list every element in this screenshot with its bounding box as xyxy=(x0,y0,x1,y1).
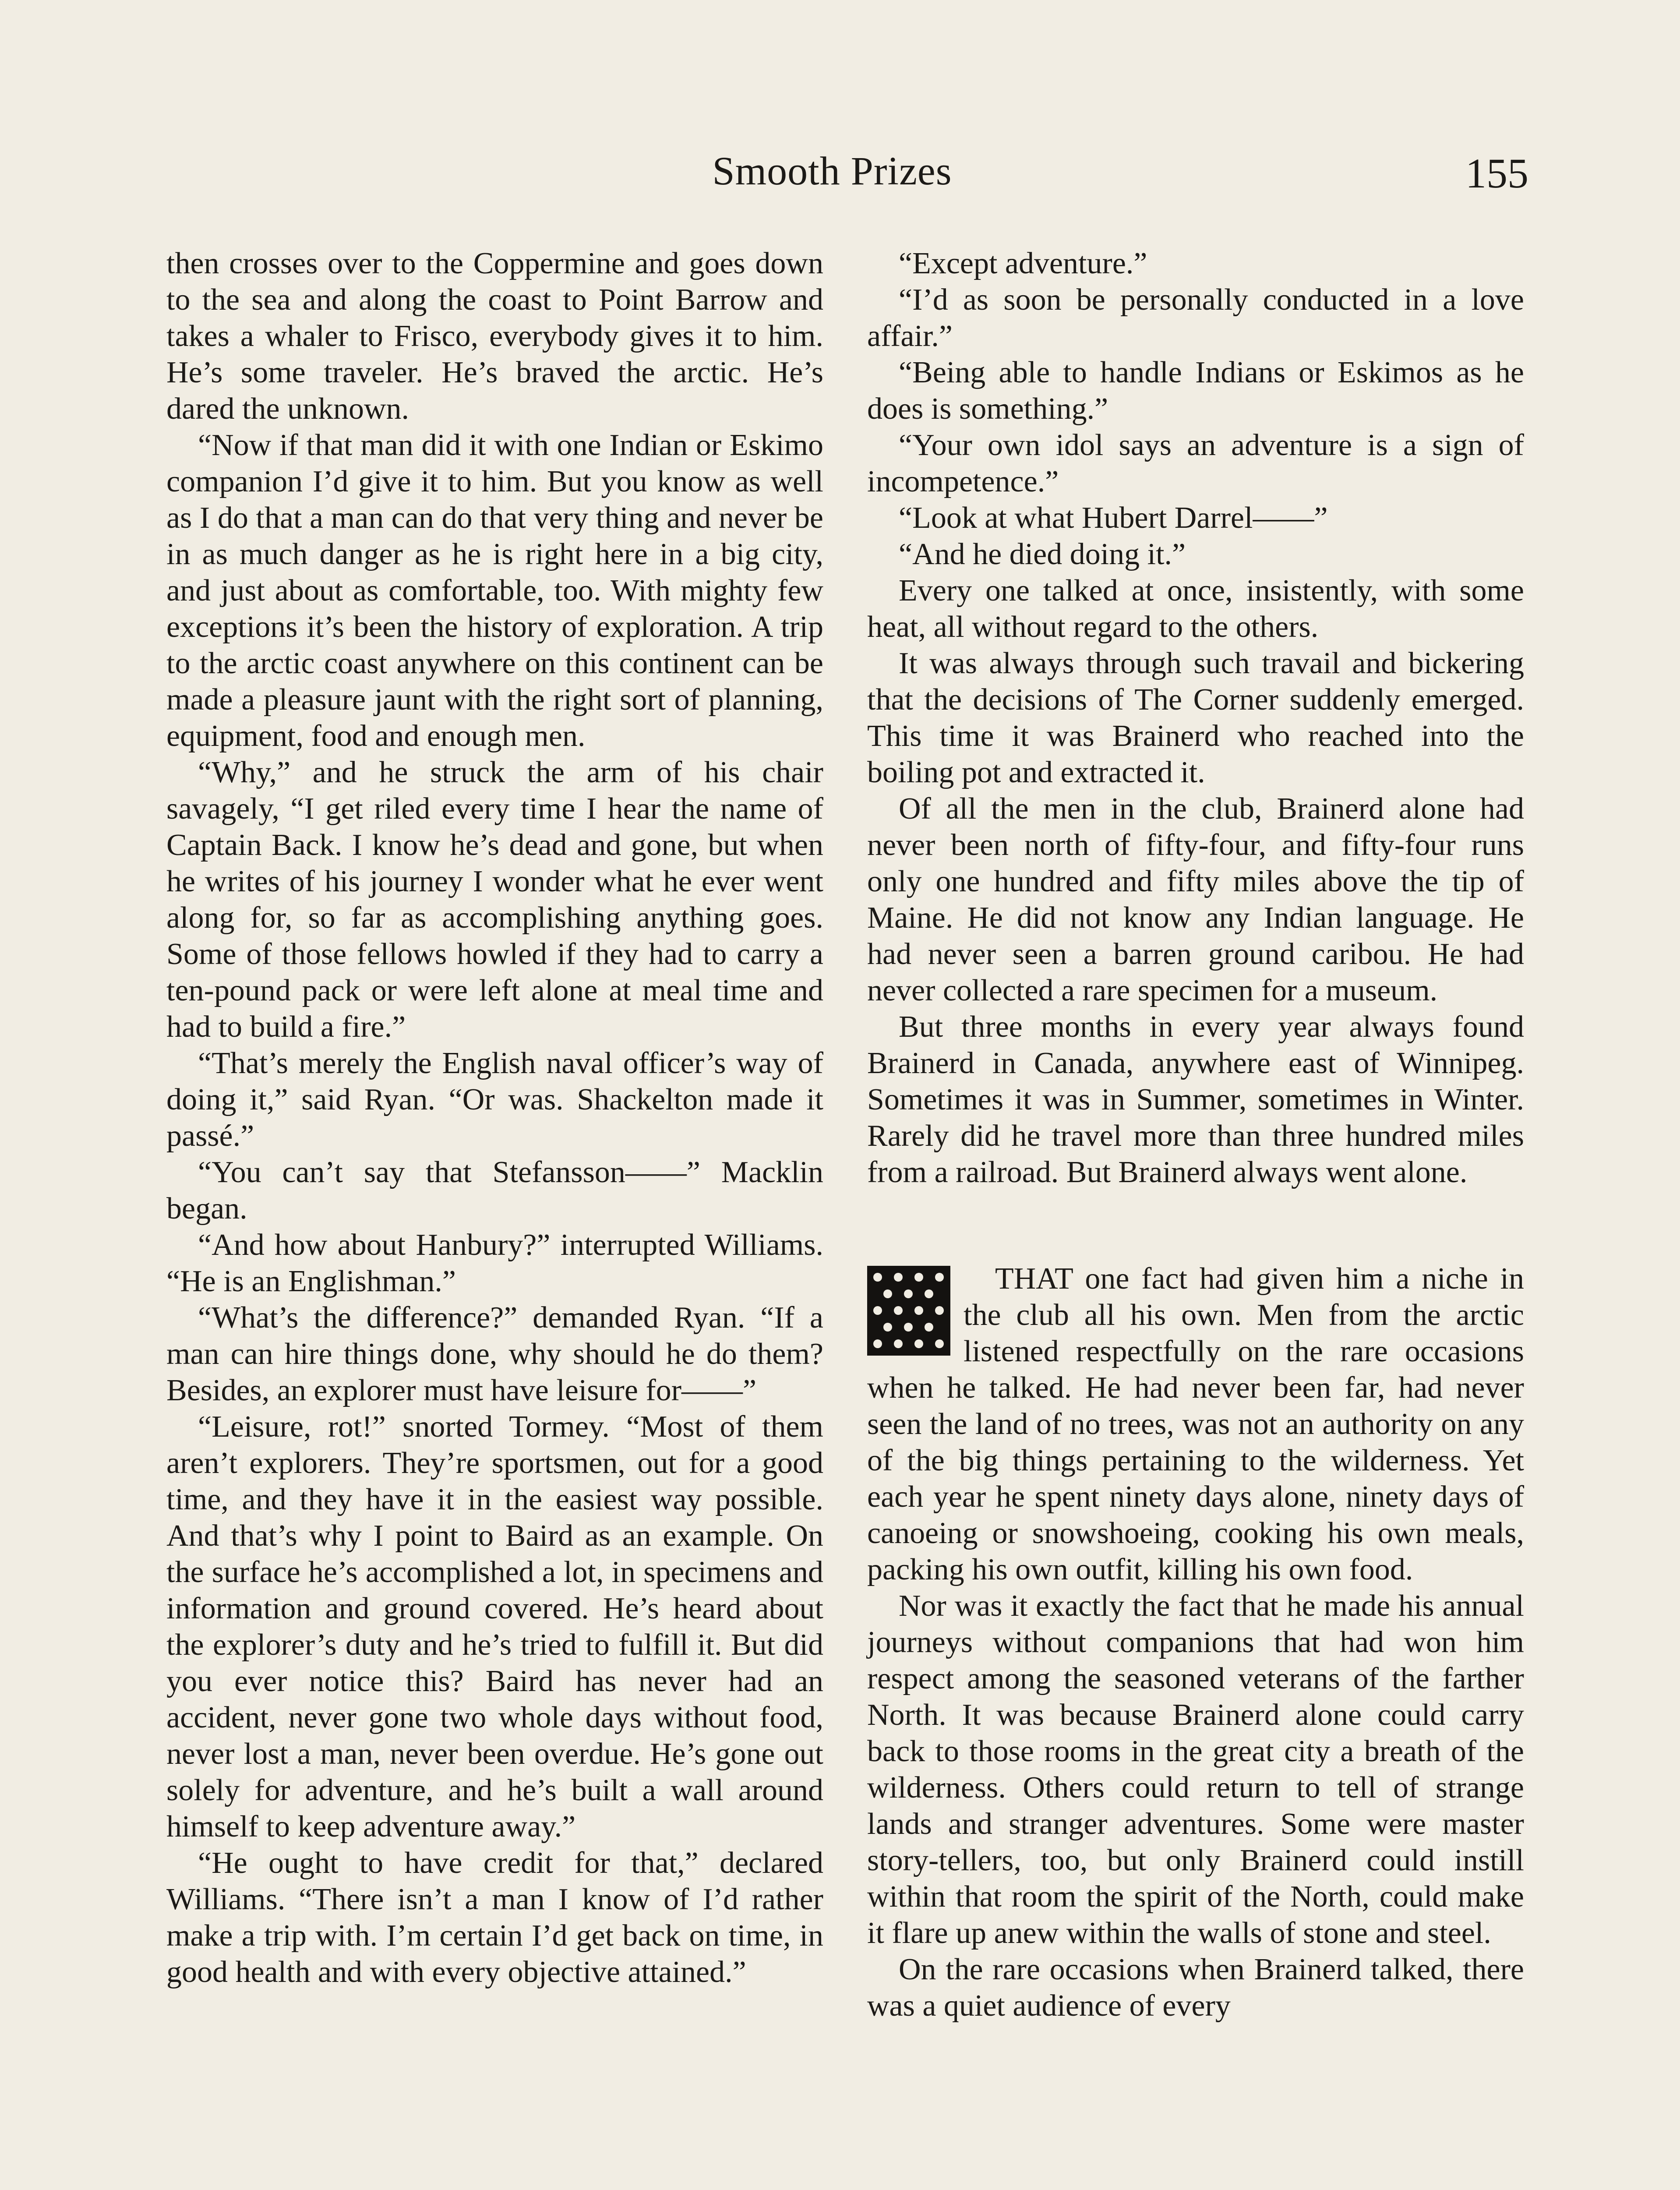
paragraph: But three months in every year always found Brainerd in Canada, anywhere east of Winnipeg. Sometimes it was in Summer, sometimes in Winter. Rarely did he travel more than three hundred miles from a railroad. But Brainerd always went alone. xyxy=(867,1010,1524,1189)
left-text-column xyxy=(166,245,823,1990)
section-break xyxy=(867,1190,1524,1261)
paragraph: THAT one fact had given him a niche in the club all his own. Men from the arctic listened respectfully on the rare occasions when he talked. He had never been far, had never seen the land of no trees, was not an authority on any of the big things pertaining to the wilderness. Yet each year he spent ninety days alone, ninety days of canoeing or snowshoeing, cooking his own meals, packing his own outfit, killing his own food. xyxy=(867,1262,1524,1586)
running-title: Smooth Prizes xyxy=(712,148,952,193)
page-number: 155 xyxy=(1465,150,1528,197)
paragraph: Nor was it exactly the fact that he made his annual journeys without companions that had won him respect among the seasoned veterans of the farther North. It was because Brainerd alone could carry back to those rooms in the great city a breath of the wilderness. Others could return to tell of strange lands and stranger adventures. Some were master story-tellers, too, but only Brainerd could instill within that room the spirit of the North, could make it flare up anew within the walls of stone and steel. xyxy=(867,1589,1524,1950)
paragraph: It was always through such travail and bickering that the decisions of The Corner suddenly emerged. This time it was Brainerd who reached into the boiling pot and extracted it. xyxy=(867,646,1524,789)
checkered-dropcap-icon xyxy=(867,1266,950,1356)
paragraph: “Except adventure.” xyxy=(899,247,1147,280)
paragraph: “What’s the difference?” demanded Ryan. “If a man can hire things done, why should he do them? Besides, an explorer must have leisure for——” xyxy=(166,1301,823,1407)
paragraph: “Now if that man did it with one Indian or Eskimo companion I’d give it to him. But you know as well as I do that a man can do that very thing and never be in as much danger as he is right here in a big city, and just about as comfortable, too. With mighty few exceptions it’s been the history of exploration. A trip to the arctic coast anywhere on this continent can be made a pleasure jaunt with the right sort of planning, equipment, food and enough men. xyxy=(166,428,823,753)
paragraph: “I’d as soon be personally conducted in a love affair.” xyxy=(867,283,1524,353)
paragraph: Every one talked at once, insistently, with some heat, all without regard to the others. xyxy=(867,574,1524,644)
paragraph: “Your own idol says an adventure is a sign of incompetence.” xyxy=(867,428,1524,498)
paragraph: “Being able to handle Indians or Eskimos as he does is something.” xyxy=(867,356,1524,426)
paragraph: Of all the men in the club, Brainerd alone had never been north of fifty-four, and fifty-four runs only one hundred and fifty miles above the tip of Maine. He did not know any Indian language. He had never seen a barren ground caribou. He had never collected a rare specimen for a museum. xyxy=(867,792,1524,1007)
section-opening xyxy=(867,1261,1524,1588)
paragraph: “He ought to have credit for that,” declared Williams. “There isn’t a man I know of I’d rather make a trip with. I’m certain I’d get back on time, in good health and with every objective attained.” xyxy=(166,1846,823,1989)
paragraph: “And how about Hanbury?” interrupted Williams. “He is an Englishman.” xyxy=(166,1228,823,1298)
paragraph: “And he died doing it.” xyxy=(899,537,1186,571)
paragraph: On the rare occasions when Brainerd talked, there was a quiet audience of every xyxy=(867,1953,1524,2023)
paragraph: then crosses over to the Coppermine and goes down to the sea and along the coast to Point Barrow and takes a whaler to Frisco, everybody gives it to him. He’s some traveler. He’s braved the arctic. He’s dared the unknown. xyxy=(166,247,823,426)
paragraph: “You can’t say that Stefansson——” Macklin began. xyxy=(166,1155,823,1226)
right-text-column xyxy=(867,245,1524,2024)
paragraph: “Why,” and he struck the arm of his chair savagely, “I get riled every time I hear the name of Captain Back. I know he’s dead and gone, but when he writes of his journey I wonder what he ever went along for, so far as accomplishing anything goes. Some of those fellows howled if they had to carry a ten-pound pack or were left alone at meal time and had to build a fire.” xyxy=(166,756,823,1044)
paragraph: “Leisure, rot!” snorted Tormey. “Most of them aren’t explorers. They’re sportsmen, out for a good time, and they have it in the easiest way possible. And that’s why I point to Baird as an example. On the surface he’s accomplished a lot, in specimens and information and ground covered. He’s heard about the explorer’s duty and he’s tried to fulfill it. But did you ever notice this? Baird has never had an accident, never gone two whole days without food, never lost a man, never been overdue. He’s gone out solely for adventure, and he’s built a wall around himself to keep adventure away.” xyxy=(166,1410,823,1844)
paragraph: “Look at what Hubert Darrel——” xyxy=(899,501,1328,535)
paragraph: “That’s merely the English naval officer’s way of doing it,” said Ryan. “Or was. Shackelton made it passé.” xyxy=(166,1046,823,1153)
